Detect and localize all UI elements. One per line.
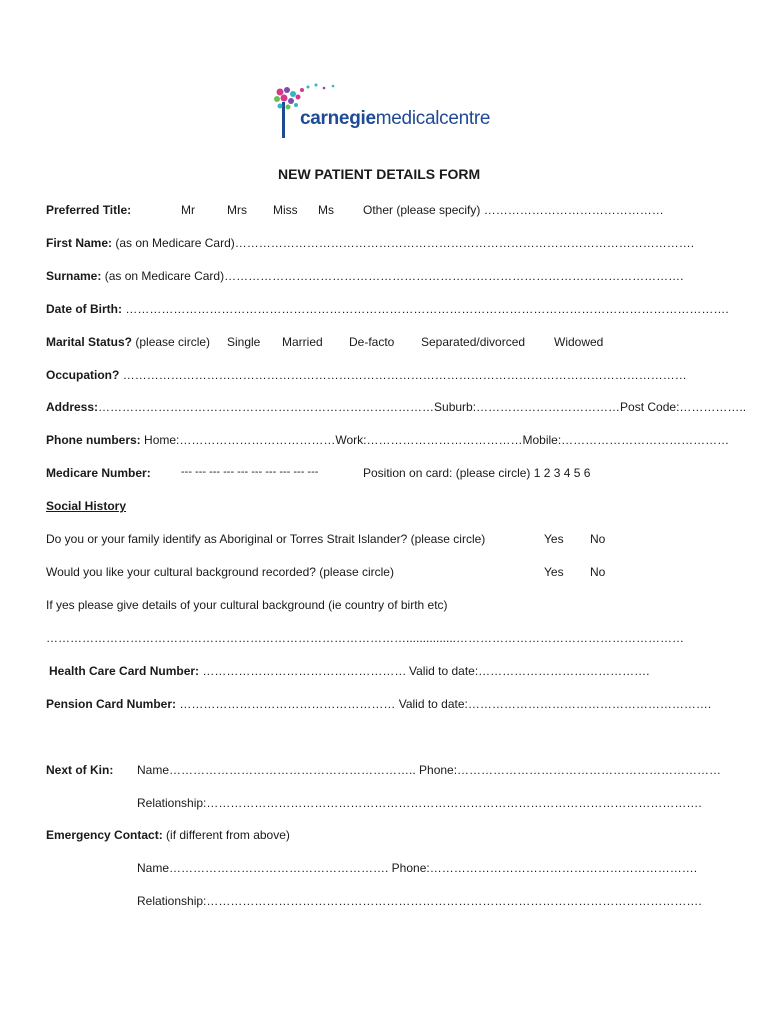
emergency-name-phone-line[interactable]: Name………………………………………………. Phone:………………………………………………………….	[137, 861, 698, 875]
first-name-line[interactable]: (as on Medicare Card)…………………………………………………………………………………………………….	[115, 236, 695, 250]
dob-field[interactable]	[46, 302, 729, 316]
occupation-field[interactable]	[46, 368, 687, 382]
pension-card-label: Pension Card Number:	[46, 697, 177, 711]
first-name-field[interactable]	[46, 236, 694, 250]
logo-word-light: medicalcentre	[375, 108, 491, 129]
dob-label: Date of Birth:	[46, 302, 122, 316]
surname-line[interactable]: (as on Medicare Card)…………………………………………………………………………………………………….	[104, 269, 684, 283]
surname-label: Surname:	[46, 269, 102, 283]
aboriginal-question: Do you or your family identify as Aboriginal or Torres Strait Islander? (please circle)	[46, 532, 486, 546]
health-care-card-label: Health Care Card Number:	[49, 664, 200, 678]
marital-status-label: Marital Status?	[46, 335, 133, 349]
address-line[interactable]: …………………………………………………………………………Suburb:………………………………Post Code:……………..	[98, 400, 747, 414]
aboriginal-no-option[interactable]: No	[590, 532, 606, 546]
surname-field[interactable]	[46, 269, 683, 283]
phone-label: Phone numbers:	[46, 433, 141, 447]
title-option-other[interactable]: Other (please specify) ………………………………………	[363, 203, 664, 217]
first-name-label: First Name:	[46, 236, 113, 250]
medicare-number-boxes[interactable]: --- --- --- --- --- --- --- --- --- ---	[181, 466, 319, 478]
social-history-heading: Social History	[46, 499, 127, 513]
title-option-mrs[interactable]: Mrs	[227, 203, 247, 217]
marital-option-widowed[interactable]: Widowed	[554, 335, 604, 349]
emergency-contact-heading	[46, 828, 290, 842]
phone-line[interactable]: Home:…………………………………Work:…………………………………Mobile:……………………………………	[144, 433, 730, 447]
emergency-relationship-line[interactable]: Relationship:…………………………………………………………………………………………………………….	[137, 894, 702, 908]
aboriginal-yes-option[interactable]: Yes	[544, 532, 564, 546]
marital-status-hint: (please circle)	[135, 335, 211, 349]
health-care-card-line[interactable]: ……………………………………………	[202, 664, 407, 678]
next-of-kin-relationship-line[interactable]: Relationship:…………………………………………………………………………………………………………….	[137, 796, 702, 810]
title-option-miss[interactable]: Miss	[273, 203, 298, 217]
occupation-label: Occupation?	[46, 368, 120, 382]
marital-option-married[interactable]: Married	[282, 335, 323, 349]
marital-option-single[interactable]: Single	[227, 335, 261, 349]
page-title: NEW PATIENT DETAILS FORM	[278, 166, 481, 182]
occupation-line[interactable]: ……………………………………………………………………………………………………………………………	[122, 368, 687, 382]
pension-card-field[interactable]	[46, 697, 711, 711]
next-of-kin-label: Next of Kin:	[46, 763, 114, 777]
pension-card-line[interactable]: ……………………………………………… Valid to date:…………………………………………………….	[179, 697, 712, 711]
marital-option-separated[interactable]: Separated/divorced	[421, 335, 526, 349]
medicare-card-position[interactable]: Position on card: (please circle) 1 2 3 4 5 6	[363, 466, 591, 480]
cultural-no-option[interactable]: No	[590, 565, 606, 579]
logo-wordmark	[300, 108, 490, 130]
emergency-contact-label: Emergency Contact:	[46, 828, 163, 842]
health-care-card-field[interactable]	[49, 664, 406, 678]
next-of-kin-name-phone-line[interactable]: Name…………………………………………………….. Phone:…………………………………………………………	[137, 763, 722, 777]
cultural-details-prompt: If yes please give details of your cultural background (ie country of birth etc)	[46, 598, 448, 612]
preferred-title-label: Preferred Title:	[46, 203, 132, 217]
address-field[interactable]	[46, 400, 746, 414]
dob-line[interactable]: …………………………………………………………………………………………………………………………………….	[125, 302, 729, 316]
cultural-yes-option[interactable]: Yes	[544, 565, 564, 579]
emergency-contact-hint: (if different from above)	[166, 828, 290, 842]
cultural-background-question: Would you like your cultural background recorded? (please circle)	[46, 565, 394, 579]
marital-option-defacto[interactable]: De-facto	[349, 335, 395, 349]
title-option-mr[interactable]: Mr	[181, 203, 195, 217]
logo-word-bold: carnegie	[300, 108, 376, 129]
medicare-label: Medicare Number:	[46, 466, 151, 480]
health-care-valid-date-field[interactable]: Valid to date:…………………………………….	[409, 664, 650, 678]
address-label: Address:	[46, 400, 99, 414]
phone-field[interactable]	[46, 433, 729, 447]
cultural-details-line[interactable]: ………………………………………………………………………………...............…………………………………………………	[46, 631, 685, 645]
title-option-ms[interactable]: Ms	[318, 203, 334, 217]
marital-status-question	[46, 335, 210, 349]
